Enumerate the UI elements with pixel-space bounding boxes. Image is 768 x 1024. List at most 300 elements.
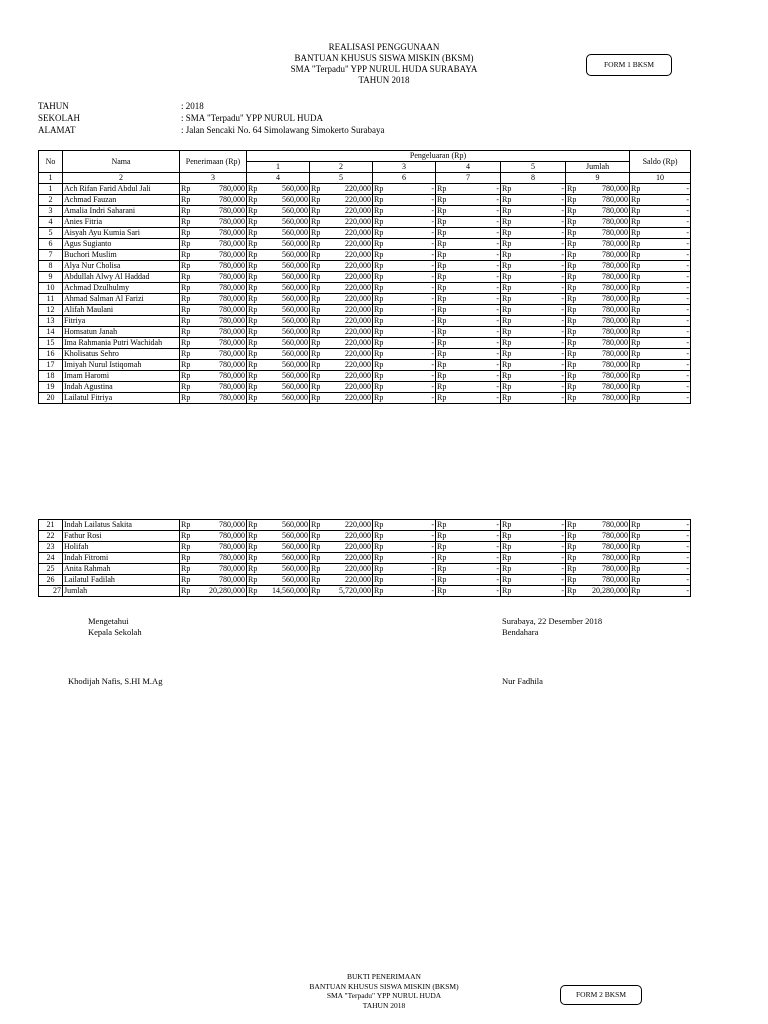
- cell-jumlah: [566, 564, 630, 575]
- table-row: [39, 206, 691, 217]
- signature-caption: Mengetahui: [88, 616, 129, 626]
- currency-amount: [181, 360, 245, 370]
- currency-amount: [502, 206, 564, 216]
- currency-amount: [248, 338, 308, 348]
- amount-value: -: [496, 206, 499, 215]
- currency-amount: [374, 283, 434, 293]
- currency-symbol: Rp: [502, 575, 512, 584]
- cell-penerimaan: [180, 520, 247, 531]
- amount-value: -: [431, 586, 434, 595]
- currency-symbol: Rp: [437, 575, 447, 584]
- currency-amount: [248, 305, 308, 315]
- currency-amount: [631, 206, 689, 216]
- cell-jumlah: [566, 239, 630, 250]
- cell-pengeluaran-1: [247, 575, 310, 586]
- currency-symbol: Rp: [248, 586, 258, 595]
- currency-symbol: Rp: [311, 195, 321, 204]
- currency-amount: [248, 393, 308, 403]
- amount-value: 780,000: [602, 349, 629, 358]
- currency-amount: [567, 371, 628, 381]
- cell-saldo: [630, 294, 691, 305]
- amount-value: -: [431, 360, 434, 369]
- amount-value: 560,000: [282, 382, 308, 391]
- amount-value: 780,000: [602, 382, 629, 391]
- currency-symbol: Rp: [181, 206, 191, 215]
- currency-amount: [181, 206, 245, 216]
- treasurer-name: Nur Fadhila: [502, 676, 543, 686]
- amount-value: 780,000: [602, 294, 629, 303]
- cell-nama: Alya Nur Cholisa: [63, 261, 180, 272]
- currency-symbol: Rp: [248, 382, 258, 391]
- cell-pengeluaran-1: [247, 564, 310, 575]
- currency-amount: [437, 305, 499, 315]
- cell-nama: Achmad Dzulhulmy: [63, 283, 180, 294]
- amount-value: -: [561, 360, 564, 369]
- amount-value: -: [561, 371, 564, 380]
- currency-amount: [248, 349, 308, 359]
- column-index: 7: [436, 173, 501, 184]
- currency-amount: [631, 294, 689, 304]
- column-index: 6: [373, 173, 436, 184]
- amount-value: 560,000: [282, 261, 308, 270]
- cell-pengeluaran-5: [501, 393, 566, 404]
- currency-symbol: Rp: [631, 228, 641, 237]
- amount-value: 780,000: [219, 520, 245, 529]
- table-row: [39, 250, 691, 261]
- currency-symbol: Rp: [631, 217, 641, 226]
- table-row: [39, 542, 691, 553]
- table-row: [39, 239, 691, 250]
- amount-value: 780,000: [602, 261, 629, 270]
- currency-amount: [181, 195, 245, 205]
- amount-value: -: [431, 327, 434, 336]
- currency-symbol: Rp: [502, 564, 512, 573]
- currency-amount: [311, 228, 371, 238]
- amount-value: 780,000: [602, 250, 629, 259]
- currency-amount: [248, 520, 308, 530]
- currency-amount: [631, 184, 689, 194]
- currency-amount: [374, 261, 434, 271]
- cell-pengeluaran-4: [436, 575, 501, 586]
- amount-value: -: [561, 283, 564, 292]
- cell-pengeluaran-4: [436, 261, 501, 272]
- cell-pengeluaran-4: [436, 586, 501, 597]
- cell-saldo: [630, 261, 691, 272]
- currency-amount: [567, 272, 628, 282]
- amount-value: 220,000: [345, 228, 371, 237]
- amount-value: -: [561, 327, 564, 336]
- cell-jumlah: [566, 327, 630, 338]
- amount-value: -: [686, 294, 690, 303]
- currency-symbol: Rp: [374, 586, 384, 595]
- currency-symbol: Rp: [437, 283, 447, 292]
- currency-amount: [311, 217, 371, 227]
- cell-pengeluaran-1: [247, 327, 310, 338]
- currency-symbol: Rp: [181, 184, 191, 193]
- amount-value: 780,000: [602, 272, 629, 281]
- currency-amount: [631, 305, 689, 315]
- currency-amount: [437, 553, 499, 563]
- total-row: [39, 586, 691, 597]
- cell-pengeluaran-3: [373, 371, 436, 382]
- table-row: [39, 349, 691, 360]
- currency-amount: [437, 283, 499, 293]
- currency-symbol: Rp: [631, 316, 641, 325]
- cell-pengeluaran-5: [501, 564, 566, 575]
- cell-pengeluaran-4: [436, 371, 501, 382]
- cell-jumlah: [566, 250, 630, 261]
- cell-pengeluaran-4: [436, 217, 501, 228]
- subcolumn-header: 1: [247, 162, 310, 173]
- cell-pengeluaran-1: [247, 316, 310, 327]
- cell-penerimaan: [180, 283, 247, 294]
- cell-pengeluaran-5: [501, 305, 566, 316]
- amount-value: 780,000: [602, 283, 629, 292]
- column-index: 2: [63, 173, 180, 184]
- currency-symbol: Rp: [437, 272, 447, 281]
- currency-amount: [374, 531, 434, 541]
- amount-value: 780,000: [219, 382, 245, 391]
- cell-penerimaan: [180, 382, 247, 393]
- amount-value: -: [686, 283, 690, 292]
- currency-amount: [374, 327, 434, 337]
- cell-penerimaan: [180, 586, 247, 597]
- title-line: SMA "Terpadu" YPP NURUL HUDA: [326, 991, 442, 1000]
- cell-penerimaan: [180, 239, 247, 250]
- currency-symbol: Rp: [567, 349, 577, 358]
- cell-pengeluaran-4: [436, 184, 501, 195]
- realization-table: [38, 150, 691, 404]
- currency-symbol: Rp: [502, 553, 512, 562]
- amount-value: 780,000: [219, 531, 245, 540]
- cell-pengeluaran-2: [310, 531, 373, 542]
- cell-pengeluaran-1: [247, 250, 310, 261]
- currency-symbol: Rp: [311, 239, 321, 248]
- currency-symbol: Rp: [181, 272, 191, 281]
- currency-amount: [437, 371, 499, 381]
- currency-symbol: Rp: [631, 360, 641, 369]
- currency-symbol: Rp: [631, 531, 641, 540]
- currency-amount: [181, 294, 245, 304]
- amount-value: 560,000: [282, 250, 308, 259]
- title-line: BUKTI PENERIMAAN: [347, 972, 421, 981]
- currency-symbol: Rp: [631, 575, 641, 584]
- currency-symbol: Rp: [502, 283, 512, 292]
- amount-value: -: [686, 184, 690, 193]
- cell-nama: Fitriya: [63, 316, 180, 327]
- cell-pengeluaran-4: [436, 338, 501, 349]
- amount-value: 780,000: [602, 338, 629, 347]
- currency-symbol: Rp: [311, 338, 321, 347]
- amount-value: -: [496, 371, 499, 380]
- currency-symbol: Rp: [567, 575, 577, 584]
- cell-pengeluaran-3: [373, 261, 436, 272]
- amount-value: -: [686, 531, 689, 540]
- currency-symbol: Rp: [437, 217, 447, 226]
- currency-amount: [248, 553, 308, 563]
- currency-symbol: Rp: [181, 542, 191, 551]
- amount-value: -: [431, 250, 434, 259]
- currency-symbol: Rp: [437, 349, 447, 358]
- cell-pengeluaran-2: [310, 228, 373, 239]
- cell-nama: Kholisatus Sehro: [63, 349, 180, 360]
- cell-nama: Buchori Muslim: [63, 250, 180, 261]
- currency-symbol: Rp: [248, 305, 258, 314]
- cell-pengeluaran-1: [247, 349, 310, 360]
- cell-pengeluaran-3: [373, 206, 436, 217]
- cell-nama: Ahmad Salman Al Farizi: [63, 294, 180, 305]
- currency-symbol: Rp: [374, 349, 384, 358]
- table-row: [39, 553, 691, 564]
- currency-amount: [631, 250, 689, 260]
- cell-nama: Anita Rahmah: [63, 564, 180, 575]
- amount-value: -: [561, 564, 564, 573]
- subcolumn-header: 2: [310, 162, 373, 173]
- cell-pengeluaran-3: [373, 393, 436, 404]
- currency-amount: [374, 206, 434, 216]
- currency-symbol: Rp: [181, 239, 191, 248]
- cell-penerimaan: [180, 228, 247, 239]
- table-row: [39, 338, 691, 349]
- table-row: [39, 575, 691, 586]
- currency-symbol: Rp: [502, 371, 512, 380]
- cell-nama: Amalia Indri Saharani: [63, 206, 180, 217]
- cell-pengeluaran-4: [436, 272, 501, 283]
- cell-pengeluaran-3: [373, 542, 436, 553]
- cell-no: 13: [39, 316, 63, 327]
- amount-value: 780,000: [219, 305, 245, 314]
- amount-value: -: [686, 575, 689, 584]
- cell-no: 8: [39, 261, 63, 272]
- currency-amount: [374, 305, 434, 315]
- cell-pengeluaran-3: [373, 272, 436, 283]
- currency-amount: [311, 542, 371, 552]
- currency-symbol: Rp: [437, 531, 447, 540]
- cell-pengeluaran-5: [501, 239, 566, 250]
- cell-pengeluaran-2: [310, 327, 373, 338]
- table-row: [39, 195, 691, 206]
- amount-value: -: [561, 531, 564, 540]
- currency-symbol: Rp: [311, 283, 321, 292]
- amount-value: -: [496, 228, 499, 237]
- currency-amount: [374, 250, 434, 260]
- amount-value: -: [496, 184, 499, 193]
- amount-value: -: [561, 520, 564, 529]
- amount-value: 560,000: [282, 206, 308, 215]
- currency-symbol: Rp: [181, 195, 191, 204]
- currency-symbol: Rp: [181, 553, 191, 562]
- cell-pengeluaran-1: [247, 305, 310, 316]
- amount-value: 220,000: [345, 294, 371, 303]
- currency-symbol: Rp: [502, 250, 512, 259]
- currency-symbol: Rp: [502, 305, 512, 314]
- currency-symbol: Rp: [181, 564, 191, 573]
- amount-value: 560,000: [282, 393, 308, 402]
- currency-symbol: Rp: [631, 206, 641, 215]
- currency-symbol: Rp: [311, 393, 321, 402]
- cell-pengeluaran-5: [501, 184, 566, 195]
- cell-pengeluaran-5: [501, 586, 566, 597]
- cell-pengeluaran-4: [436, 294, 501, 305]
- currency-amount: [311, 294, 371, 304]
- currency-symbol: Rp: [248, 520, 258, 529]
- cell-pengeluaran-2: [310, 239, 373, 250]
- amount-value: 780,000: [602, 305, 629, 314]
- currency-amount: [437, 520, 499, 530]
- cell-no: 17: [39, 360, 63, 371]
- currency-amount: [631, 382, 689, 392]
- amount-value: -: [496, 382, 499, 391]
- cell-saldo: [630, 586, 691, 597]
- amount-value: 780,000: [219, 564, 245, 573]
- currency-symbol: Rp: [181, 305, 191, 314]
- currency-symbol: Rp: [181, 349, 191, 358]
- amount-value: -: [686, 553, 689, 562]
- amount-value: 780,000: [602, 542, 628, 551]
- currency-amount: [631, 371, 689, 381]
- cell-pengeluaran-3: [373, 316, 436, 327]
- currency-amount: [567, 184, 628, 194]
- amount-value: -: [686, 250, 690, 259]
- table-row: [39, 261, 691, 272]
- currency-symbol: Rp: [374, 393, 384, 402]
- currency-symbol: Rp: [374, 371, 384, 380]
- cell-pengeluaran-3: [373, 294, 436, 305]
- table-row: [39, 520, 691, 531]
- amount-value: -: [496, 520, 499, 529]
- amount-value: 780,000: [602, 575, 628, 584]
- amount-value: 220,000: [345, 520, 371, 529]
- currency-amount: [437, 294, 499, 304]
- cell-jumlah: [566, 206, 630, 217]
- currency-amount: [631, 261, 689, 271]
- amount-value: 220,000: [345, 305, 371, 314]
- currency-amount: [248, 575, 308, 585]
- amount-value: -: [686, 206, 690, 215]
- cell-jumlah: [566, 542, 630, 553]
- currency-symbol: Rp: [181, 575, 191, 584]
- currency-amount: [567, 206, 628, 216]
- amount-value: 780,000: [219, 327, 245, 336]
- currency-symbol: Rp: [502, 261, 512, 270]
- cell-pengeluaran-3: [373, 327, 436, 338]
- title-line: SMA "Terpadu" YPP NURUL HUDA SURABAYA: [290, 64, 478, 74]
- currency-amount: [311, 575, 371, 585]
- cell-jumlah: [566, 261, 630, 272]
- currency-symbol: Rp: [374, 382, 384, 391]
- currency-amount: [181, 327, 245, 337]
- currency-symbol: Rp: [502, 294, 512, 303]
- cell-no: 25: [39, 564, 63, 575]
- cell-pengeluaran-2: [310, 272, 373, 283]
- cell-pengeluaran-5: [501, 553, 566, 564]
- amount-value: 780,000: [219, 371, 245, 380]
- currency-symbol: Rp: [181, 338, 191, 347]
- cell-pengeluaran-5: [501, 542, 566, 553]
- currency-amount: [567, 261, 628, 271]
- currency-symbol: Rp: [311, 250, 321, 259]
- currency-symbol: Rp: [631, 371, 641, 380]
- amount-value: 220,000: [345, 349, 371, 358]
- currency-symbol: Rp: [567, 338, 577, 347]
- cell-pengeluaran-2: [310, 542, 373, 553]
- cell-saldo: [630, 206, 691, 217]
- currency-symbol: Rp: [502, 360, 512, 369]
- currency-symbol: Rp: [567, 360, 577, 369]
- currency-symbol: Rp: [631, 250, 641, 259]
- currency-symbol: Rp: [248, 371, 258, 380]
- cell-pengeluaran-2: [310, 195, 373, 206]
- cell-saldo: [630, 349, 691, 360]
- cell-pengeluaran-4: [436, 316, 501, 327]
- currency-symbol: Rp: [311, 206, 321, 215]
- currency-symbol: Rp: [374, 184, 384, 193]
- currency-symbol: Rp: [631, 261, 641, 270]
- cell-nama: Imam Haromi: [63, 371, 180, 382]
- amount-value: 780,000: [219, 349, 245, 358]
- currency-amount: [437, 250, 499, 260]
- amount-value: 780,000: [219, 239, 245, 248]
- title-line: TAHUN 2018: [362, 1000, 406, 1010]
- cell-penerimaan: [180, 553, 247, 564]
- amount-value: -: [496, 360, 499, 369]
- cell-no: 15: [39, 338, 63, 349]
- currency-symbol: Rp: [502, 586, 512, 595]
- amount-value: -: [496, 327, 499, 336]
- currency-amount: [631, 542, 689, 552]
- currency-symbol: Rp: [502, 531, 512, 540]
- amount-value: -: [686, 360, 690, 369]
- amount-value: 780,000: [219, 283, 245, 292]
- amount-value: 780,000: [602, 217, 629, 226]
- cell-pengeluaran-2: [310, 217, 373, 228]
- cell-pengeluaran-1: [247, 184, 310, 195]
- currency-amount: [437, 327, 499, 337]
- amount-value: 220,000: [345, 206, 371, 215]
- amount-value: -: [561, 272, 564, 281]
- amount-value: 780,000: [219, 272, 245, 281]
- currency-amount: [631, 553, 689, 563]
- amount-value: -: [496, 283, 499, 292]
- currency-amount: [631, 316, 689, 326]
- currency-symbol: Rp: [248, 206, 258, 215]
- cell-penerimaan: [180, 217, 247, 228]
- currency-amount: [631, 586, 689, 596]
- amount-value: 20,280,000: [209, 586, 245, 595]
- currency-amount: [374, 228, 434, 238]
- currency-amount: [374, 542, 434, 552]
- cell-no: 22: [39, 531, 63, 542]
- amount-value: 560,000: [282, 338, 308, 347]
- currency-amount: [567, 531, 628, 541]
- currency-symbol: Rp: [567, 217, 577, 226]
- currency-amount: [181, 261, 245, 271]
- currency-amount: [502, 382, 564, 392]
- cell-pengeluaran-5: [501, 206, 566, 217]
- meta-block: [38, 100, 384, 136]
- currency-symbol: Rp: [437, 564, 447, 573]
- cell-pengeluaran-3: [373, 239, 436, 250]
- table-row: [39, 184, 691, 195]
- cell-jumlah: [566, 360, 630, 371]
- currency-symbol: Rp: [181, 217, 191, 226]
- currency-symbol: Rp: [502, 382, 512, 391]
- cell-pengeluaran-1: [247, 195, 310, 206]
- currency-amount: [567, 564, 628, 574]
- cell-pengeluaran-5: [501, 371, 566, 382]
- currency-symbol: Rp: [567, 382, 577, 391]
- currency-amount: [248, 184, 308, 194]
